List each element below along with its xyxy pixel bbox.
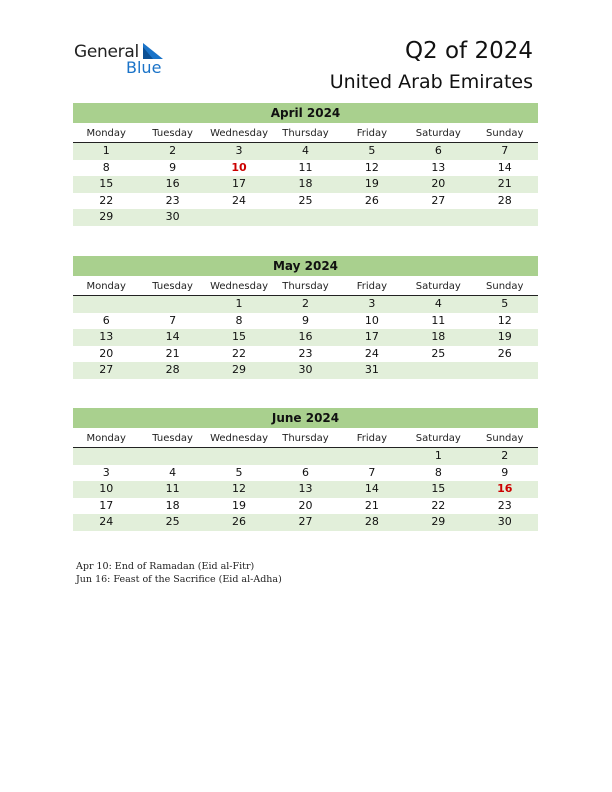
- day-cell: [339, 448, 405, 465]
- day-cell: [139, 296, 205, 313]
- day-cell: 4: [169, 465, 177, 479]
- day-cell: 17: [364, 330, 379, 343]
- day-cell: 19: [497, 330, 512, 343]
- day-cell: 14: [497, 160, 512, 174]
- day-cell: 25: [165, 515, 180, 528]
- weekday-label: Thursday: [282, 128, 329, 139]
- day-cell: 20: [431, 177, 446, 190]
- weekday-label: Wednesday: [210, 281, 268, 292]
- day-cell: 9: [301, 313, 309, 327]
- day-cell: [272, 448, 338, 465]
- week-row: [73, 362, 538, 379]
- day-cell: 24: [99, 515, 114, 528]
- weekday-label: Sunday: [486, 281, 524, 292]
- week-row: [73, 160, 538, 177]
- day-cell: 6: [434, 144, 442, 157]
- day-cell: 8: [235, 313, 243, 327]
- day-cell: 1: [235, 297, 243, 310]
- weekday-header-row: [73, 430, 538, 448]
- weekday-label: Monday: [86, 128, 126, 139]
- day-cell: [472, 209, 538, 226]
- day-cell: 18: [298, 177, 313, 190]
- day-cell: 17: [99, 498, 114, 512]
- weekday-label: Saturday: [415, 433, 461, 444]
- day-cell: 9: [501, 465, 509, 479]
- weekday-label: Saturday: [415, 281, 461, 292]
- day-cell: 1: [434, 449, 442, 462]
- week-row: [73, 209, 538, 226]
- day-cell: 12: [364, 160, 379, 174]
- day-cell-holiday: 16: [497, 482, 513, 495]
- day-cell: [139, 448, 205, 465]
- day-cell: 19: [232, 498, 247, 512]
- day-cell: 29: [232, 363, 247, 376]
- day-cell: 3: [368, 297, 376, 310]
- logo-word-general: General: [74, 42, 139, 62]
- weekday-label: Tuesday: [152, 433, 193, 444]
- weekday-label: Thursday: [282, 281, 329, 292]
- weekday-label: Sunday: [486, 433, 524, 444]
- day-cell: 29: [99, 210, 114, 223]
- day-cell: 24: [232, 193, 247, 207]
- day-cell: 6: [301, 465, 309, 479]
- day-cell: 30: [497, 515, 512, 528]
- day-cell: 25: [431, 346, 446, 360]
- day-cell: [73, 448, 139, 465]
- day-cell-holiday: 10: [231, 160, 247, 174]
- day-cell: 10: [364, 313, 379, 327]
- logo-word-blue: Blue: [126, 58, 162, 77]
- weekday-header-row: [73, 125, 538, 143]
- day-cell: 7: [501, 144, 509, 157]
- day-cell: 20: [298, 498, 313, 512]
- day-cell: 30: [298, 363, 313, 376]
- day-cell: 23: [165, 193, 180, 207]
- day-cell: 25: [298, 193, 313, 207]
- week-row: [73, 329, 538, 346]
- month-april: [73, 103, 538, 226]
- day-cell: 7: [368, 465, 376, 479]
- day-cell: 23: [497, 498, 512, 512]
- month-may: [73, 256, 538, 379]
- day-cell: 12: [497, 313, 512, 327]
- day-cell: 12: [232, 482, 247, 495]
- day-cell: 28: [364, 515, 379, 528]
- weekday-label: Wednesday: [210, 128, 268, 139]
- day-cell: 13: [431, 160, 446, 174]
- day-cell: 15: [232, 330, 247, 343]
- day-cell: [73, 296, 139, 313]
- day-cell: 3: [235, 144, 243, 157]
- page-title: Q2 of 2024: [404, 38, 533, 64]
- day-cell: 31: [364, 363, 379, 376]
- day-cell: 28: [497, 193, 512, 207]
- day-cell: 2: [301, 297, 309, 310]
- logo: [74, 42, 174, 78]
- day-cell: 24: [364, 346, 379, 360]
- day-cell: [339, 209, 405, 226]
- day-cell: 15: [99, 177, 114, 190]
- month-header: May 2024: [73, 256, 538, 276]
- holiday-notes: [76, 560, 282, 586]
- day-cell: 6: [102, 313, 110, 327]
- day-cell: 26: [497, 346, 512, 360]
- day-cell: 17: [232, 177, 247, 190]
- day-cell: 5: [501, 297, 509, 310]
- day-cell: 13: [99, 330, 114, 343]
- weekday-label: Tuesday: [152, 281, 193, 292]
- day-cell: 15: [431, 482, 446, 495]
- day-cell: 22: [99, 193, 114, 207]
- week-row: [73, 296, 538, 313]
- month-header: June 2024: [73, 408, 538, 428]
- day-cell: 9: [169, 160, 177, 174]
- day-cell: 26: [232, 515, 247, 528]
- day-cell: 11: [298, 160, 313, 174]
- day-cell: 27: [99, 363, 114, 376]
- day-cell: [405, 209, 471, 226]
- week-row: [73, 193, 538, 210]
- week-row: [73, 498, 538, 515]
- holiday-note: Apr 10: End of Ramadan (Eid al-Fitr): [76, 561, 255, 572]
- day-cell: 8: [434, 465, 442, 479]
- day-cell: 7: [169, 313, 177, 327]
- day-cell: 8: [102, 160, 110, 174]
- weekday-label: Friday: [356, 433, 388, 444]
- day-cell: 11: [165, 482, 180, 495]
- week-row: [73, 313, 538, 330]
- day-cell: 23: [298, 346, 313, 360]
- weekday-label: Tuesday: [152, 128, 193, 139]
- month-june: [73, 408, 538, 531]
- day-cell: 1: [102, 144, 110, 157]
- day-cell: 29: [431, 515, 446, 528]
- day-cell: 14: [165, 330, 180, 343]
- day-cell: 16: [298, 330, 313, 343]
- weekday-label: Friday: [356, 281, 388, 292]
- weekday-label: Thursday: [282, 433, 329, 444]
- day-cell: 3: [102, 465, 110, 479]
- day-cell: 28: [165, 363, 180, 376]
- week-row: [73, 448, 538, 465]
- week-row: [73, 481, 538, 498]
- logo-triangle-icon: [143, 43, 163, 59]
- day-cell: 21: [364, 498, 379, 512]
- day-cell: 27: [431, 193, 446, 207]
- week-row: [73, 514, 538, 531]
- holiday-note: Jun 16: Feast of the Sacrifice (Eid al-Adha): [76, 574, 282, 585]
- weekday-label: Wednesday: [210, 433, 268, 444]
- day-cell: [405, 362, 471, 379]
- day-cell: 22: [232, 346, 247, 360]
- day-cell: 22: [431, 498, 446, 512]
- day-cell: 18: [165, 498, 180, 512]
- day-cell: [472, 362, 538, 379]
- weekday-label: Friday: [356, 128, 388, 139]
- month-header: April 2024: [73, 103, 538, 123]
- day-cell: 4: [301, 144, 309, 157]
- week-row: [73, 143, 538, 160]
- day-cell: 2: [501, 449, 509, 462]
- weekday-label: Sunday: [486, 128, 524, 139]
- day-cell: 11: [431, 313, 446, 327]
- page-subtitle: United Arab Emirates: [329, 71, 533, 93]
- week-row: [73, 346, 538, 363]
- day-cell: 4: [434, 297, 442, 310]
- day-cell: 14: [364, 482, 379, 495]
- day-cell: [272, 209, 338, 226]
- day-cell: 26: [364, 193, 379, 207]
- day-cell: 2: [169, 144, 177, 157]
- weekday-header-row: [73, 278, 538, 296]
- day-cell: 16: [165, 177, 180, 190]
- day-cell: 27: [298, 515, 313, 528]
- day-cell: 21: [165, 346, 180, 360]
- day-cell: [206, 209, 272, 226]
- day-cell: 13: [298, 482, 313, 495]
- day-cell: 21: [497, 177, 512, 190]
- weekday-label: Saturday: [415, 128, 461, 139]
- week-row: [73, 465, 538, 482]
- week-row: [73, 176, 538, 193]
- weekday-label: Monday: [86, 281, 126, 292]
- day-cell: 20: [99, 346, 114, 360]
- day-cell: [206, 448, 272, 465]
- day-cell: 30: [165, 210, 180, 223]
- day-cell: 5: [368, 144, 376, 157]
- day-cell: 10: [99, 482, 114, 495]
- day-cell: 19: [364, 177, 379, 190]
- weekday-label: Monday: [86, 433, 126, 444]
- day-cell: 18: [431, 330, 446, 343]
- day-cell: 5: [235, 465, 243, 479]
